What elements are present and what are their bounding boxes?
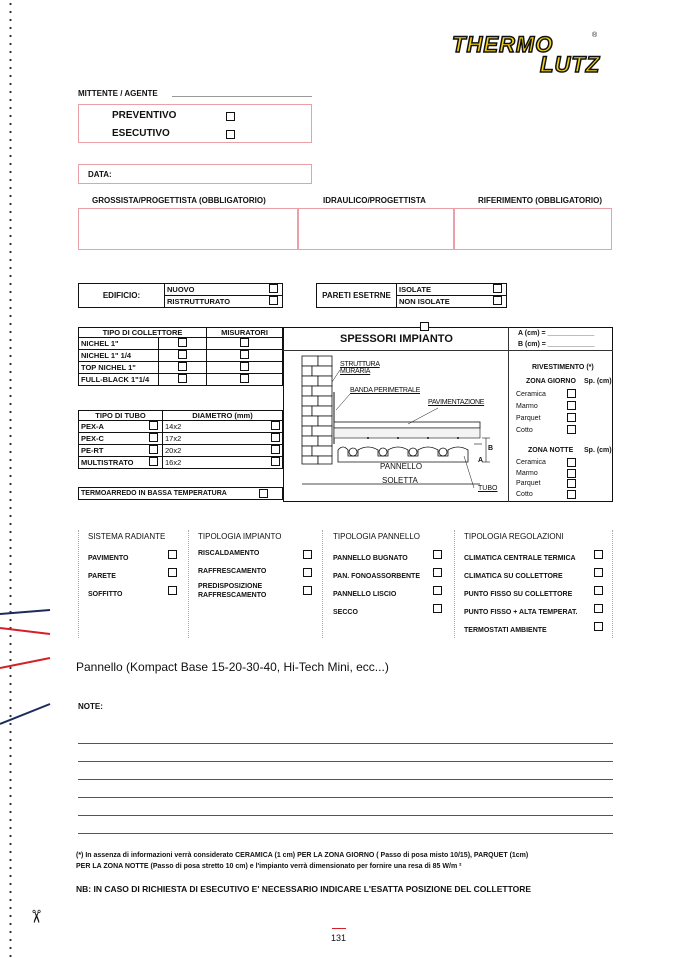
notte-marmo-checkbox[interactable] — [567, 469, 576, 478]
collettore-table: TIPO DI COLLETTORE MISURATORI NICHEL 1" NICHEL 1" 1/4 TOP NICHEL 1" FULL-BLACK 1"1/4 — [78, 327, 283, 386]
spessori-title: SPESSORI IMPIANTO — [340, 333, 453, 345]
fonoassorbente-checkbox[interactable] — [433, 568, 442, 577]
ristrutturato-checkbox[interactable] — [269, 296, 278, 305]
termostati-checkbox[interactable] — [594, 622, 603, 631]
a-cm-field[interactable]: A (cm) = ____________ — [518, 330, 595, 337]
pareti-table — [316, 283, 507, 308]
b-cm-field[interactable]: B (cm) = ____________ — [518, 341, 595, 348]
tubo-header: TIPO DI TUBO — [79, 411, 163, 421]
giorno-cotto-checkbox[interactable] — [567, 425, 576, 434]
thermolutz-logo: THERMO ® LUTZ — [452, 32, 601, 77]
collettore-checkbox[interactable] — [178, 374, 187, 383]
pareti-isolate: ISOLATE — [397, 284, 491, 296]
diametro-checkbox[interactable] — [271, 433, 280, 442]
pannello-field-label: Pannello (Kompact Base 15-20-30-40, Hi-Tech Mini, ecc...) — [76, 660, 389, 674]
nb-note: NB: IN CASO DI RICHIESTA DI ESECUTIVO E' NECESSARIO INDICARE L'ESATTA POSIZIONE DEL COLLETTORE — [76, 884, 532, 894]
giorno-parquet-checkbox[interactable] — [567, 413, 576, 422]
collettore-header: TIPO DI COLLETTORE — [79, 328, 207, 338]
climatica-collettore-checkbox[interactable] — [594, 568, 603, 577]
spessori-checkbox[interactable] — [420, 322, 429, 331]
notte-parquet-checkbox[interactable] — [567, 479, 576, 488]
notte-cotto-checkbox[interactable] — [567, 490, 576, 499]
binding-dots — [9, 0, 12, 958]
predisposizione-label: PREDISPOSIZIONE RAFFRESCAMENTO — [198, 583, 267, 599]
misuratori-header: MISURATORI — [207, 328, 283, 338]
collettore-checkbox[interactable] — [178, 350, 187, 359]
data-box[interactable] — [78, 164, 312, 184]
tubo-diagram-label: TUBO — [478, 485, 498, 492]
pareti-non-isolate: NON ISOLATE — [397, 296, 491, 308]
pannello-diagram-label: PANNELLO — [380, 462, 423, 471]
diametro-checkbox[interactable] — [271, 421, 280, 430]
tipologia-pannello-title: TIPOLOGIA PANNELLO — [333, 532, 420, 541]
decorative-stripes — [0, 600, 60, 740]
sistema-title: SISTEMA RADIANTE — [88, 532, 166, 541]
edificio-label: EDIFICIO: — [79, 284, 165, 308]
scissors-icon: ✂ — [26, 908, 47, 925]
termoarredo-label: TERMOARREDO IN BASSA TEMPERATURA — [81, 490, 227, 497]
raffrescamento-checkbox[interactable] — [303, 568, 312, 577]
pareti-label: PARETI ESETRNE — [317, 284, 397, 308]
parete-checkbox[interactable] — [168, 568, 177, 577]
tipologia-impianto-title: TIPOLOGIA IMPIANTO — [198, 532, 282, 541]
soffitto-checkbox[interactable] — [168, 586, 177, 595]
misuratori-checkbox[interactable] — [240, 350, 249, 359]
giorno-ceramica-checkbox[interactable] — [567, 389, 576, 398]
sp-giorno-label: Sp. (cm) — [584, 378, 612, 385]
footnote-2: PER LA ZONA NOTTE (Passo di posa stretto 10 cm) e l'impianto verrà dimensionato per fornire una resa di 85 W/m ² — [76, 863, 462, 870]
pavimento-checkbox[interactable] — [168, 550, 177, 559]
zona-giorno-label: ZONA GIORNO — [526, 378, 576, 385]
edificio-table — [78, 283, 283, 308]
edificio-nuovo: NUOVO — [165, 284, 267, 296]
secco-checkbox[interactable] — [433, 604, 442, 613]
b-dim-label: B — [488, 445, 494, 452]
preventivo-checkbox[interactable] — [226, 112, 235, 121]
page-number: 131 — [331, 933, 347, 943]
tubo-checkbox[interactable] — [149, 421, 158, 430]
pannello-list: PANNELLO BUGNATO PAN. FONOASSORBENTE PANNELLO LISCIO SECCO — [333, 555, 420, 616]
predisposizione-checkbox[interactable] — [303, 586, 312, 595]
tubo-checkbox[interactable] — [149, 457, 158, 466]
collettore-checkbox[interactable] — [178, 338, 187, 347]
riscaldamento-checkbox[interactable] — [303, 550, 312, 559]
esecutivo-checkbox[interactable] — [226, 130, 235, 139]
bugnato-checkbox[interactable] — [433, 550, 442, 559]
tubo-checkbox[interactable] — [149, 433, 158, 442]
rivestimento-title: RIVESTIMENTO (*) — [532, 364, 594, 371]
punto-fisso-checkbox[interactable] — [594, 586, 603, 595]
giorno-list: Ceramica Marmo Parquet Cotto — [516, 391, 546, 434]
raffrescamento-label: RAFFRESCAMENTO — [198, 568, 267, 575]
riscaldamento-label: RISCALDAMENTO — [198, 550, 260, 557]
diametro-checkbox[interactable] — [271, 457, 280, 466]
riferimento-label: RIFERIMENTO (OBBLIGATORIO) — [478, 196, 602, 205]
giorno-marmo-checkbox[interactable] — [567, 401, 576, 410]
tubo-table: TIPO DI TUBO DIAMETRO (mm) PEX-A 14x2 PEX-C 17x2 PE-RT 20x2 MULTISTRATO 16x2 — [78, 410, 283, 469]
misuratori-checkbox[interactable] — [240, 374, 249, 383]
pavimentazione-label: PAVIMENTAZIONE — [428, 399, 485, 406]
zona-notte-label: ZONA NOTTE — [528, 447, 574, 454]
misuratori-checkbox[interactable] — [240, 362, 249, 371]
grossista-label: GROSSISTA/PROGETTISTA (OBBLIGATORIO) — [92, 196, 266, 205]
sistema-list: PAVIMENTO PARETE SOFFITTO — [88, 555, 129, 598]
liscio-checkbox[interactable] — [433, 586, 442, 595]
a-dim-label: A — [478, 457, 484, 464]
idraulico-field[interactable] — [298, 208, 454, 250]
non-isolate-checkbox[interactable] — [493, 296, 502, 305]
grossista-field[interactable] — [78, 208, 298, 250]
note-lines[interactable] — [78, 726, 613, 838]
esecutivo-label: ESECUTIVO — [112, 128, 170, 139]
termoarredo-checkbox[interactable] — [259, 489, 268, 498]
climatica-centrale-checkbox[interactable] — [594, 550, 603, 559]
edificio-ristrutturato: RISTRUTTURATO — [165, 296, 267, 308]
note-label: NOTE: — [78, 702, 103, 711]
notte-ceramica-checkbox[interactable] — [567, 458, 576, 467]
collettore-checkbox[interactable] — [178, 362, 187, 371]
nuovo-checkbox[interactable] — [269, 284, 278, 293]
mittente-label: MITTENTE / AGENTE — [78, 89, 158, 98]
data-label: DATA: — [88, 170, 112, 179]
riferimento-field[interactable] — [454, 208, 612, 250]
idraulico-label: IDRAULICO/PROGETTISTA — [323, 196, 426, 205]
diametro-checkbox[interactable] — [271, 445, 280, 454]
banda-label: BANDA PERIMETRALE — [350, 387, 420, 394]
diametro-header: DIAMETRO (mm) — [163, 411, 283, 421]
page-number-accent — [332, 928, 346, 929]
isolate-checkbox[interactable] — [493, 284, 502, 293]
footnote-1: (*) In assenza di informazioni verrà considerato CERAMICA (1 cm) PER LA ZONA GIORNO ( Passo di posa misto 10/15), PARQUET (1cm) — [76, 852, 529, 859]
sp-notte-label: Sp. (cm) — [584, 447, 612, 454]
misuratori-checkbox[interactable] — [240, 338, 249, 347]
soletta-label: SOLETTA — [382, 476, 418, 485]
preventivo-label: PREVENTIVO — [112, 110, 177, 121]
tipologia-regolazioni-title: TIPOLOGIA REGOLAZIONI — [464, 532, 564, 541]
termoarredo-row — [78, 487, 283, 500]
tubo-checkbox[interactable] — [149, 445, 158, 454]
notte-list: Ceramica Marmo Parquet Cotto — [516, 459, 546, 498]
struttura-label: STRUTTURA MURARIA — [340, 361, 380, 375]
punto-fisso-alta-checkbox[interactable] — [594, 604, 603, 613]
regolazioni-list: CLIMATICA CENTRALE TERMICA CLIMATICA SU COLLETTORE PUNTO FISSO SU COLLETTORE PUNTO FISSO + ALTA TEMPERAT. TERMOSTATI AMBIENTE — [464, 555, 578, 634]
